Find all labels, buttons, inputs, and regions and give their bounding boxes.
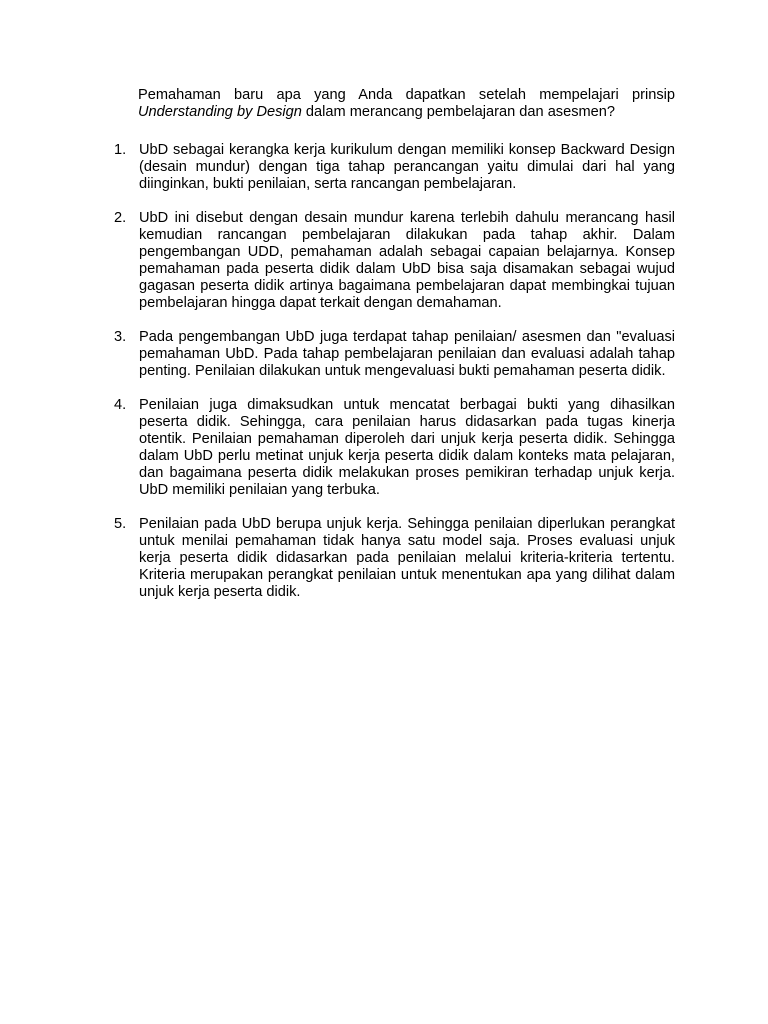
- list-item-text: UbD sebagai kerangka kerja kurikulum dengan memiliki konsep Backward Design (desain mundur) dengan tiga tahap perancangan yaitu dimulai dari hal yang diinginkan, bukti penilaian, serta rancangan pembelajaran.: [139, 142, 675, 192]
- list-item-number: 2.: [114, 210, 127, 226]
- intro-question: [114, 87, 675, 121]
- list-item-text: Penilaian juga dimaksudkan untuk mencatat berbagai bukti yang dihasilkan peserta didik. Sehingga, cara penilaian harus didasarkan pada tugas kinerja otentik. Penilaian pemahaman diperoleh dari unjuk kerja peserta didik. Sehingga dalam UbD perlu metinat unjuk kerja peserta didik dalam konteks mata pelajaran, dan bagaimana peserta didik melakukan proses pemikiran terhadap unjuk kerja. UbD memiliki penilaian yang terbuka.: [139, 397, 675, 498]
- list-item-5: [114, 516, 675, 601]
- document-content: [114, 87, 675, 618]
- intro-text-before: Pemahaman baru apa yang Anda dapatkan setelah mempelajari prinsip: [138, 87, 675, 103]
- intro-italic-term: Understanding by Design: [138, 104, 302, 120]
- list-item-1: [114, 142, 675, 193]
- list-item-text: Penilaian pada UbD berupa unjuk kerja. Sehingga penilaian diperlukan perangkat untuk menilai pemahaman tidak hanya satu model saja. Proses evaluasi unjuk kerja peserta didik didasarkan pada penilaian melalui kriteria-kriteria tertentu. Kriteria merupakan perangkat penilaian untuk menentukan apa yang dilihat dalam unjuk kerja peserta didik.: [139, 516, 675, 600]
- answer-list: [114, 142, 675, 601]
- intro-text-after: dalam merancang pembelajaran dan asesmen?: [301, 104, 616, 120]
- list-item-number: 3.: [114, 329, 127, 345]
- list-item-text: UbD ini disebut dengan desain mundur karena terlebih dahulu merancang hasil kemudian rancangan pembelajaran dilakukan pada tahap akhir. Dalam pengembangan UDD, pemahaman adalah sebagai capaian belajarnya. Konsep pemahaman pada peserta didik dalam UbD bisa saja disamakan sebagai wujud gagasan peserta didik artinya bagaimana pembelajaran dapat membingkai tujuan pembelajaran hingga dapat terkait dengan demahaman.: [139, 210, 675, 311]
- list-item-text: Pada pengembangan UbD juga terdapat tahap penilaian/ asesmen dan "evaluasi pemahaman UbD. Pada tahap pembelajaran penilaian dan evaluasi adalah tahap penting. Penilaian dilakukan untuk mengevaluasi bukti pemahaman peserta didik.: [139, 329, 675, 379]
- list-item-number: 1.: [114, 142, 127, 158]
- list-item-2: [114, 210, 675, 312]
- list-item-3: [114, 329, 675, 380]
- list-item-number: 4.: [114, 397, 127, 413]
- list-item-number: 5.: [114, 516, 127, 532]
- list-item-4: [114, 397, 675, 499]
